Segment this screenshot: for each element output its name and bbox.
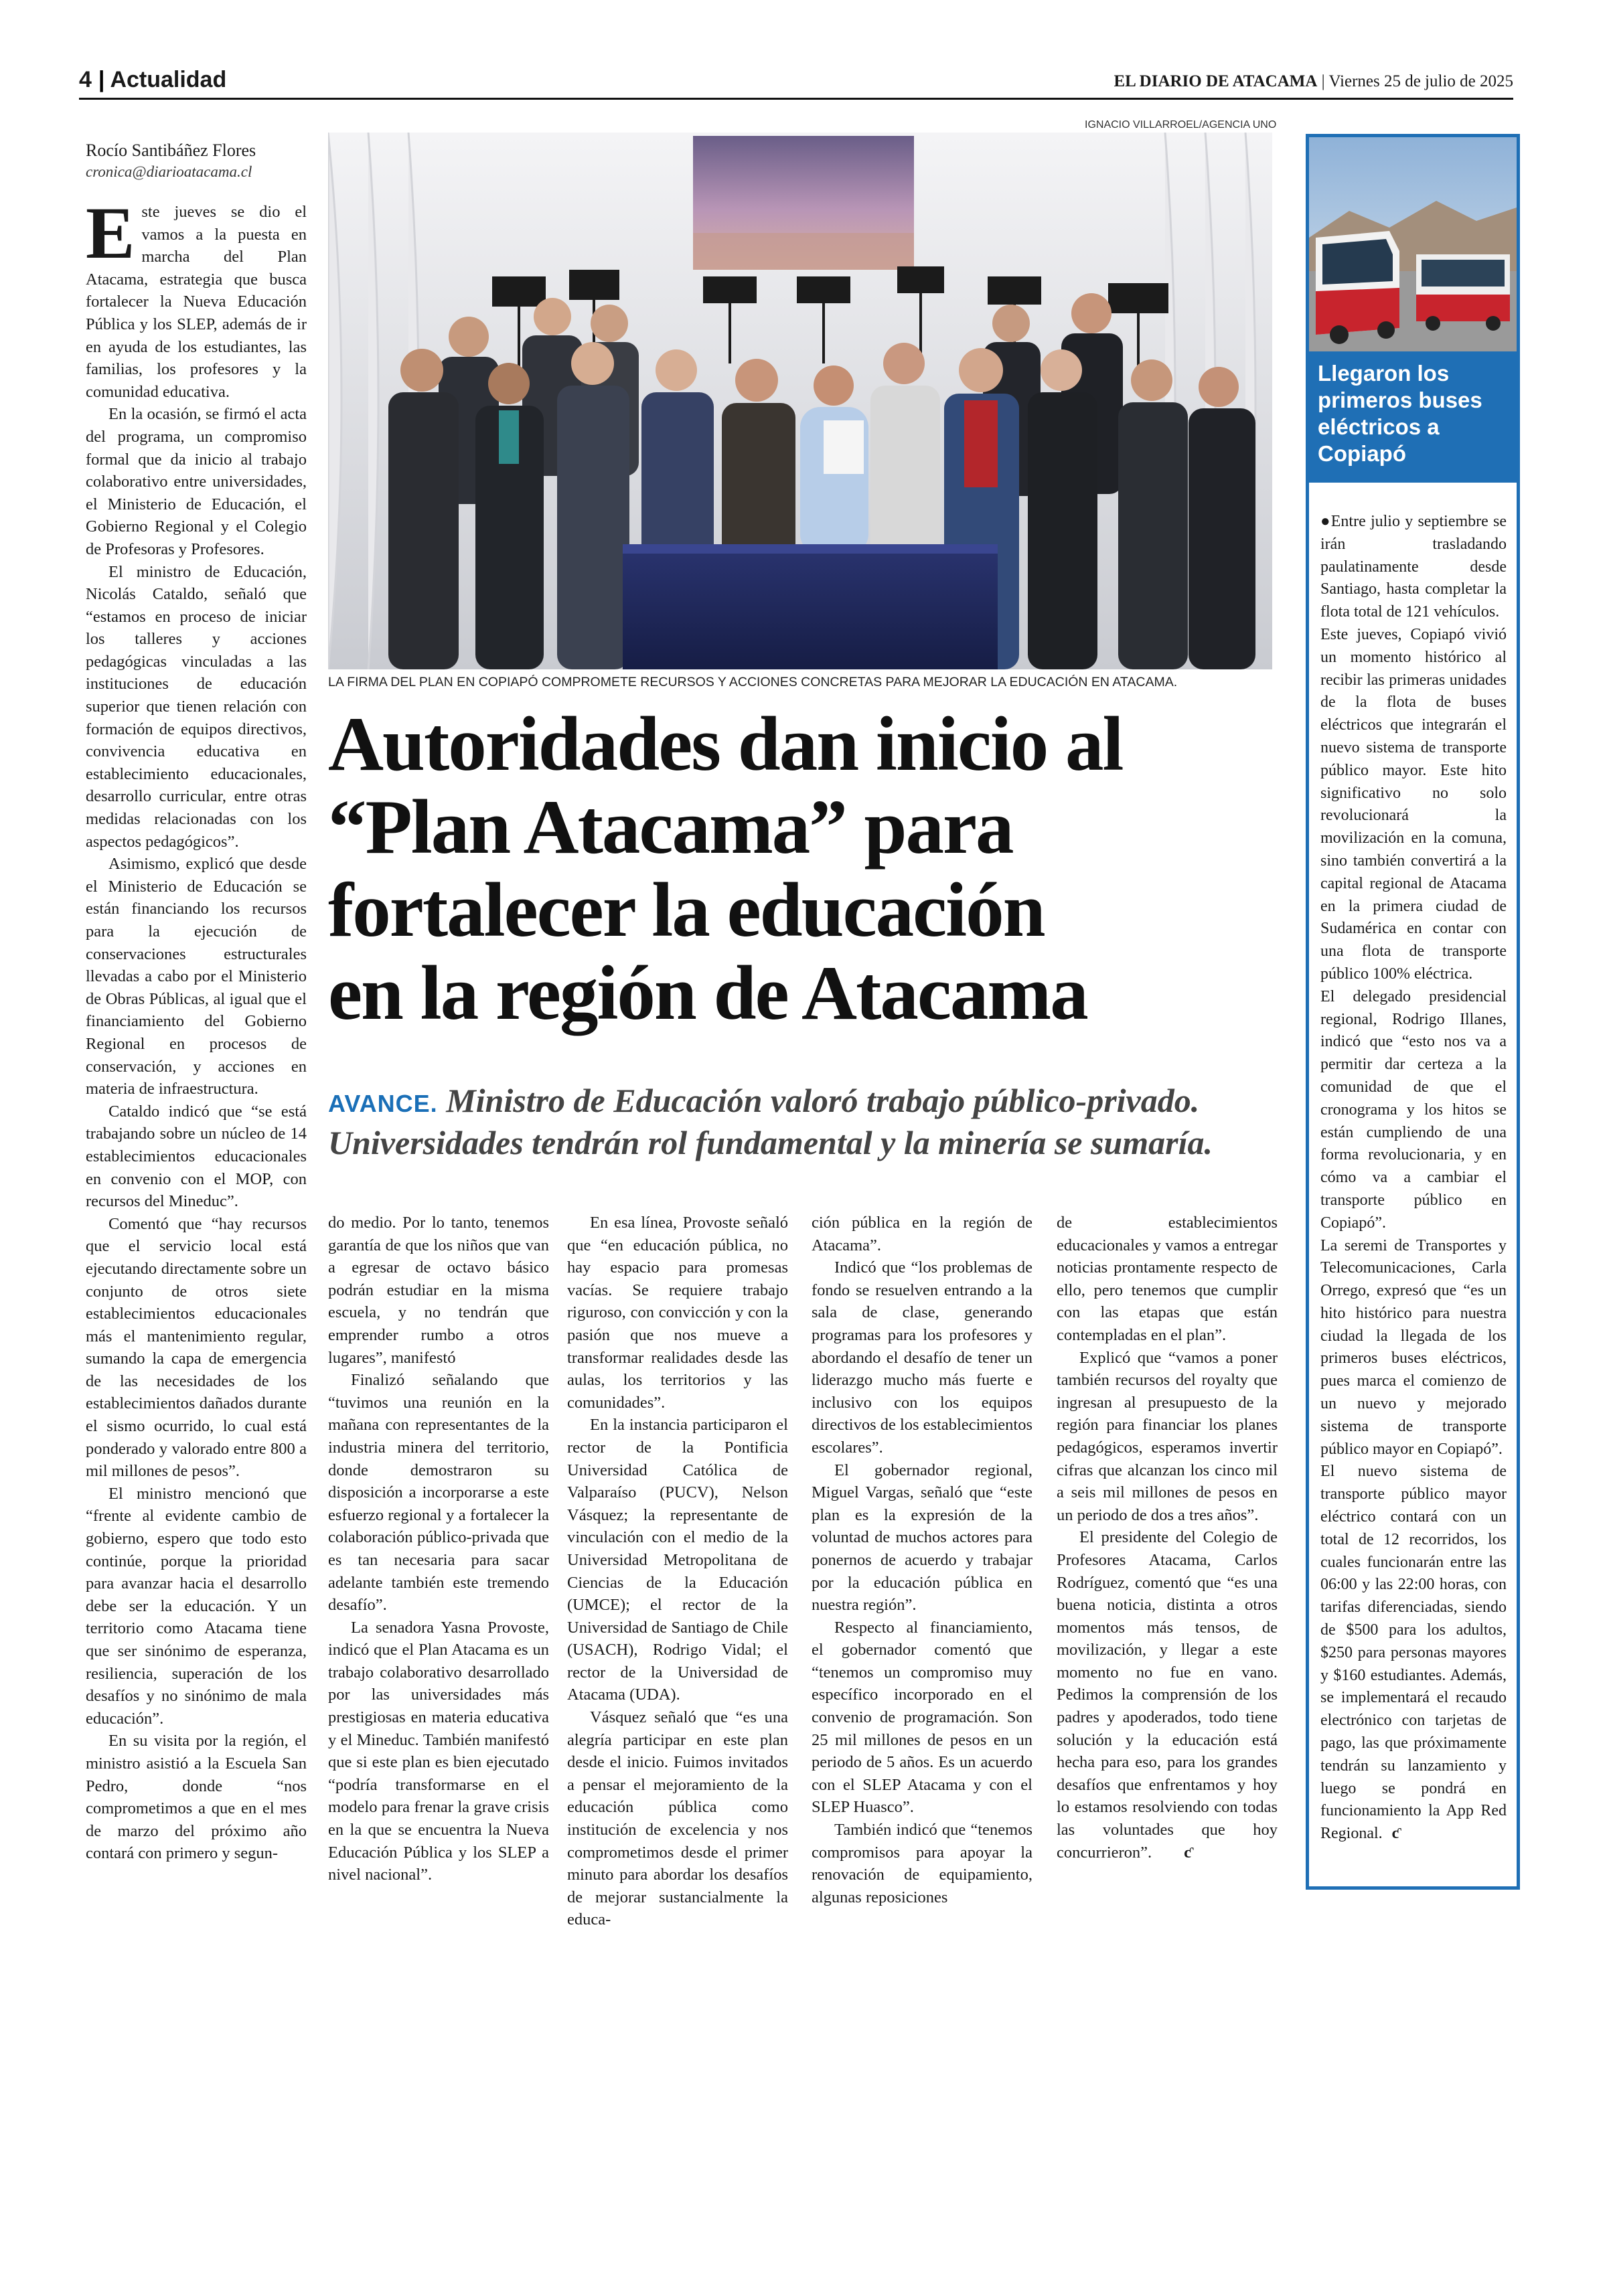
headline: [328, 703, 1292, 1035]
end-of-article-mark: ƈ: [1184, 1843, 1192, 1862]
sidebar-paragraph: [1320, 1461, 1507, 1846]
photo-caption: LA FIRMA DEL PLAN EN COPIAPÓ COMPROMETE RECURSOS Y ACCIONES CONCRETAS PARA MEJORAR LA EDUCACIÓN EN ATACAMA.: [328, 675, 1178, 689]
sidebar-paragraph-text: El nuevo sistema de transporte público mayor eléctrico contará con un total de 12 recorridos, los cuales funcionarán entre las 06:00 y las 22:00 horas, con tarifas diferenciadas, siendo de $500 para los adultos, $250 para personas mayores y $160 estudiantes. Además, se implementará el recaudo electrónico con tarjetas de pago, las que próximamente tendrán su lanzamiento y luego se pondrá en funcionamiento la App Red Regional.: [1320, 1463, 1507, 1843]
paragraph: ción pública en la región de Atacama”.: [812, 1214, 1032, 1254]
byline-email: cronica@diarioatacama.cl: [86, 163, 252, 180]
paragraph: El ministro de Educación, Nicolás Cataldo, señaló que “estamos en proceso de iniciar los talleres y acciones pedagógicas vinculadas a las instituciones de educación superior que tienen relación con formación de equipos directivos, convivencia educativa en establecimiento educacionales, desarrollo curricular, entre otras medidas relacionadas con los aspectos pedagógicos”.: [86, 562, 307, 851]
electric-buses-photo: [1309, 137, 1517, 351]
header-rule: [79, 98, 1513, 100]
sidebar-end-mark: ƈ: [1391, 1825, 1399, 1843]
sidebar-title: Llegaron los primeros buses eléctricos a Copiapó: [1318, 361, 1482, 466]
paragraph: En esa línea, Provoste señaló que “en educación pública, no hay espacio para promesas vacías. Se requiere trabajo riguroso, con convicción y con la pasión que nos mueve a transformar realidades desde las aulas, los territorios y las comunidades”.: [567, 1214, 788, 1412]
paragraph: do medio. Por lo tanto, tenemos garantía de que los niños que van a egresar de octavo básico podrán estudiar en la misma escuela, y no tendrán que emprender rumbo a otros lugares”, manifestó: [328, 1214, 549, 1367]
sidebar-paragraph: Este jueves, Copiapó vivió un momento histórico al recibir las primeras unidades de la flota de buses eléctricos que integrarán el nuevo sistema de transporte público mayor. Este hito significativo no solo revolucionará la movilización en la comuna, sino también convertirá a la capital regional de Atacama en la primera ciudad de Sudamérica en contar con una flota de transporte público 100% eléctrica.: [1320, 625, 1507, 983]
article-column-5: [1057, 1212, 1278, 1864]
sidebar-lead: [1320, 511, 1507, 624]
byline-author: Rocío Santibáñez Flores: [86, 141, 256, 160]
section-name: Actualidad: [110, 67, 227, 92]
article-column-2: [328, 1212, 549, 1886]
paragraph: En su visita por la región, el ministro asistió a la Escuela San Pedro, donde “nos comprometimos a que en el mes de marzo del próximo año contará con primero y segun-: [86, 1732, 307, 1863]
paragraph: En la ocasión, se firmó el acta del programa, un compromiso formal que da inicio al trabajo colaborativo entre universidades, el Ministerio de Educación, el Gobierno Regional y el Colegio de Profesoras y Profesores.: [86, 405, 307, 558]
drop-cap: E: [86, 192, 135, 274]
publication-name: EL DIARIO DE ATACAMA: [1114, 72, 1318, 90]
paragraph: También indicó que “tenemos compromisos para apoyar la renovación de equipamiento, algunas reposiciones: [812, 1821, 1032, 1906]
bullet-icon: ●: [1320, 513, 1331, 530]
header-separator-2: |: [1321, 72, 1329, 90]
article-lead-paragraph: [86, 192, 307, 403]
subheadline-text: Ministro de Educación valoró trabajo público-privado. Universidades tendrán rol fundamental y la minería se sumaría.: [328, 1082, 1213, 1161]
article-column-3: [567, 1212, 788, 1931]
kicker: AVANCE.: [328, 1090, 438, 1117]
headline-line: en la región de Atacama: [328, 951, 1087, 1036]
sidebar-paragraph: La seremi de Transportes y Telecomunicaciones, Carla Orrego, expresó que “es un hito histórico para nuestra ciudad la llegada de los primeros buses eléctricos, pues marca el comienzo de un nuevo y mejorado sistema de transporte público mayor en Copiapó”.: [1320, 1236, 1507, 1458]
paragraph: El gobernador regional, Miguel Vargas, señaló que “este plan es la expresión de la voluntad de muchos actores para ponernos de acuerdo y trabajar por la educación pública en nuestra región”.: [812, 1461, 1032, 1615]
paragraph: [1057, 1526, 1278, 1864]
paragraph: Explicó que “vamos a poner también recursos del royalty que ingresan al presupuesto de la región para financiar los planes pedagógicos, esperamos invertir cifras que alcanzan los cinco mil a seis mil millones de pesos en un periodo de dos a tres años”.: [1057, 1348, 1278, 1524]
sidebar-text: [1320, 511, 1507, 1846]
sidebar-lead-text: Entre julio y septiembre se irán trasladando paulatinamente desde Santiago, hasta completar la flota total de 121 vehículos.: [1320, 513, 1507, 621]
paragraph: Respecto al financiamiento, el gobernador comentó que “tenemos un compromiso muy específico incorporado en el convenio de programación. Son 25 mil millones de pesos en un periodo de 5 años. Es un acuerdo con el SLEP Atacama y con el SLEP Huasco”.: [812, 1618, 1032, 1817]
paragraph: El ministro mencionó que “frente al evidente cambio de gobierno, espero que todo esto continúe, porque la prioridad para avanzar hacia el desarrollo debe ser la educación. Y un territorio como Atacama tiene que ser sinónimo de esperanza, resiliencia, superación de los desafíos y no sinónimo de mala educación”.: [86, 1484, 307, 1728]
header-separator: |: [98, 67, 105, 92]
paragraph: Asimismo, explicó que desde el Ministerio de Educación se están financiando los recursos para la ejecución de conservaciones estructurales llevadas a cabo por el Ministerio de Obras Públicas, al igual que el financiamiento del Gobierno Regional en procesos de conservación, y acciones en materia de infraestructura.: [86, 855, 307, 1098]
page-number: 4: [79, 67, 92, 92]
article-column-4: [812, 1212, 1032, 1908]
headline-line: fortalecer la educación: [328, 868, 1045, 953]
paragraph: Cataldo indicó que “se está trabajando sobre un núcleo de 14 establecimientos educacionales en convenio con el MOP, con recursos del Mineduc”.: [86, 1102, 307, 1211]
headline-line: Autoridades dan inicio al: [328, 702, 1123, 787]
paragraph: de establecimientos educacionales y vamos a entregar noticias prontamente respecto de ello, pero tenemos que cumplir con las etapas que están contempladas en el plan”.: [1057, 1214, 1278, 1344]
photo-credit: IGNACIO VILLARROEL/AGENCIA UNO: [1085, 119, 1277, 131]
paragraph-text: ste jueves se dio el vamos a la puesta en marcha del Plan Atacama, estrategia que busca fortalecer la Nueva Educación Pública y los SLEP, además de ir en ayuda de los estudiantes, las familias, los profesores y la comunidad educativa.: [86, 203, 307, 401]
paragraph: Vásquez señaló que “es una alegría participar en este plan desde el inicio. Fuimos invitados a pensar el mejoramiento de la educación pública como institución de excelencia y nos comprometimos desde el primer minuto para abordar los desafíos de mejorar sustancialmente la educa-: [567, 1708, 788, 1929]
sidebar-paragraph: El delegado presidencial regional, Rodrigo Illanes, indicó que “esto nos va a permitir dar certeza a la comunidad de que el cronograma y los hitos se están cumpliendo de una forma revolucionaria, y en cómo va a cambiar el transporte público en Copiapó”.: [1320, 987, 1507, 1232]
paragraph: Comentó que “hay recursos que el servicio local está ejecutando directamente sobre un conjunto de otros siete establecimientos educacionales más el mantenimiento regular, sumando la capa de emergencia de las necesidades de los establecimientos dañados durante el sismo ocurrido, lo cual está ponderado y valorado entre 800 a mil millones de pesos”.: [86, 1214, 307, 1481]
headline-line: “Plan Atacama” para: [328, 785, 1013, 870]
page-header-left: [79, 67, 226, 93]
paragraph: Finalizó señalando que “tuvimos una reunión en la mañana con representantes de la industria minera del territorio, donde demostraron su disposición a incorporarse a este esfuerzo regional y a fortalecer la colaboración público-privada que es tan necesaria para sacar adelante también este tremendo desafío”.: [328, 1371, 549, 1615]
paragraph: Indicó que “los problemas de fondo se resuelven entrando a la sala de clase, generando programas para los profesores y abordando el desafío de tener un liderazgo mucho más fuerte e inclusivo con los equipos directivos de los establecimientos escolares”.: [812, 1258, 1032, 1457]
sidebar-photo: [1309, 137, 1517, 351]
subheadline: [328, 1081, 1279, 1162]
paragraph: En la instancia participaron el rector de la Pontificia Universidad Católica de Valparaíso (PUCV), Nelson Vásquez; la representante de vinculación con el medio de la Universidad Metropolitana de Ciencias de la Educación (UMCE); el rector de la Universidad de Santiago de Chile (USACH), Rodrigo Vidal; el rector de la Universidad de Atacama (UDA).: [567, 1416, 788, 1704]
page-header-right: [1114, 72, 1513, 91]
paragraph: La senadora Yasna Provoste, indicó que el Plan Atacama es un trabajo colaborativo desarrollado por las universidades más prestigiosas en materia educativa y el Mineduc. También manifestó que si este plan es bien ejecutado “podría transformarse en el modelo para frenar la grave crisis en la que se encuentra la Nueva Educación Pública y los SLEP a nivel nacional”.: [328, 1618, 549, 1884]
article-column-1: [86, 192, 307, 1865]
paragraph-text: El presidente del Colegio de Profesores Atacama, Carlos Rodríguez, comentó que “es una buena noticia, distinta a otros momentos más tensos, de movilización, y llegar a este momento no fue en vano. Pedimos la comprensión de los padres y apoderados, todo tiene solución y la educación está hecha para eso, para los grandes desafíos que enfrentamos y hoy lo estamos resolviendo con todas las voluntades que hoy concurrieron”.: [1057, 1528, 1278, 1862]
main-photo: [328, 133, 1272, 669]
signing-ceremony-photo: [328, 133, 1272, 669]
publication-date: Viernes 25 de julio de 2025: [1328, 72, 1513, 90]
